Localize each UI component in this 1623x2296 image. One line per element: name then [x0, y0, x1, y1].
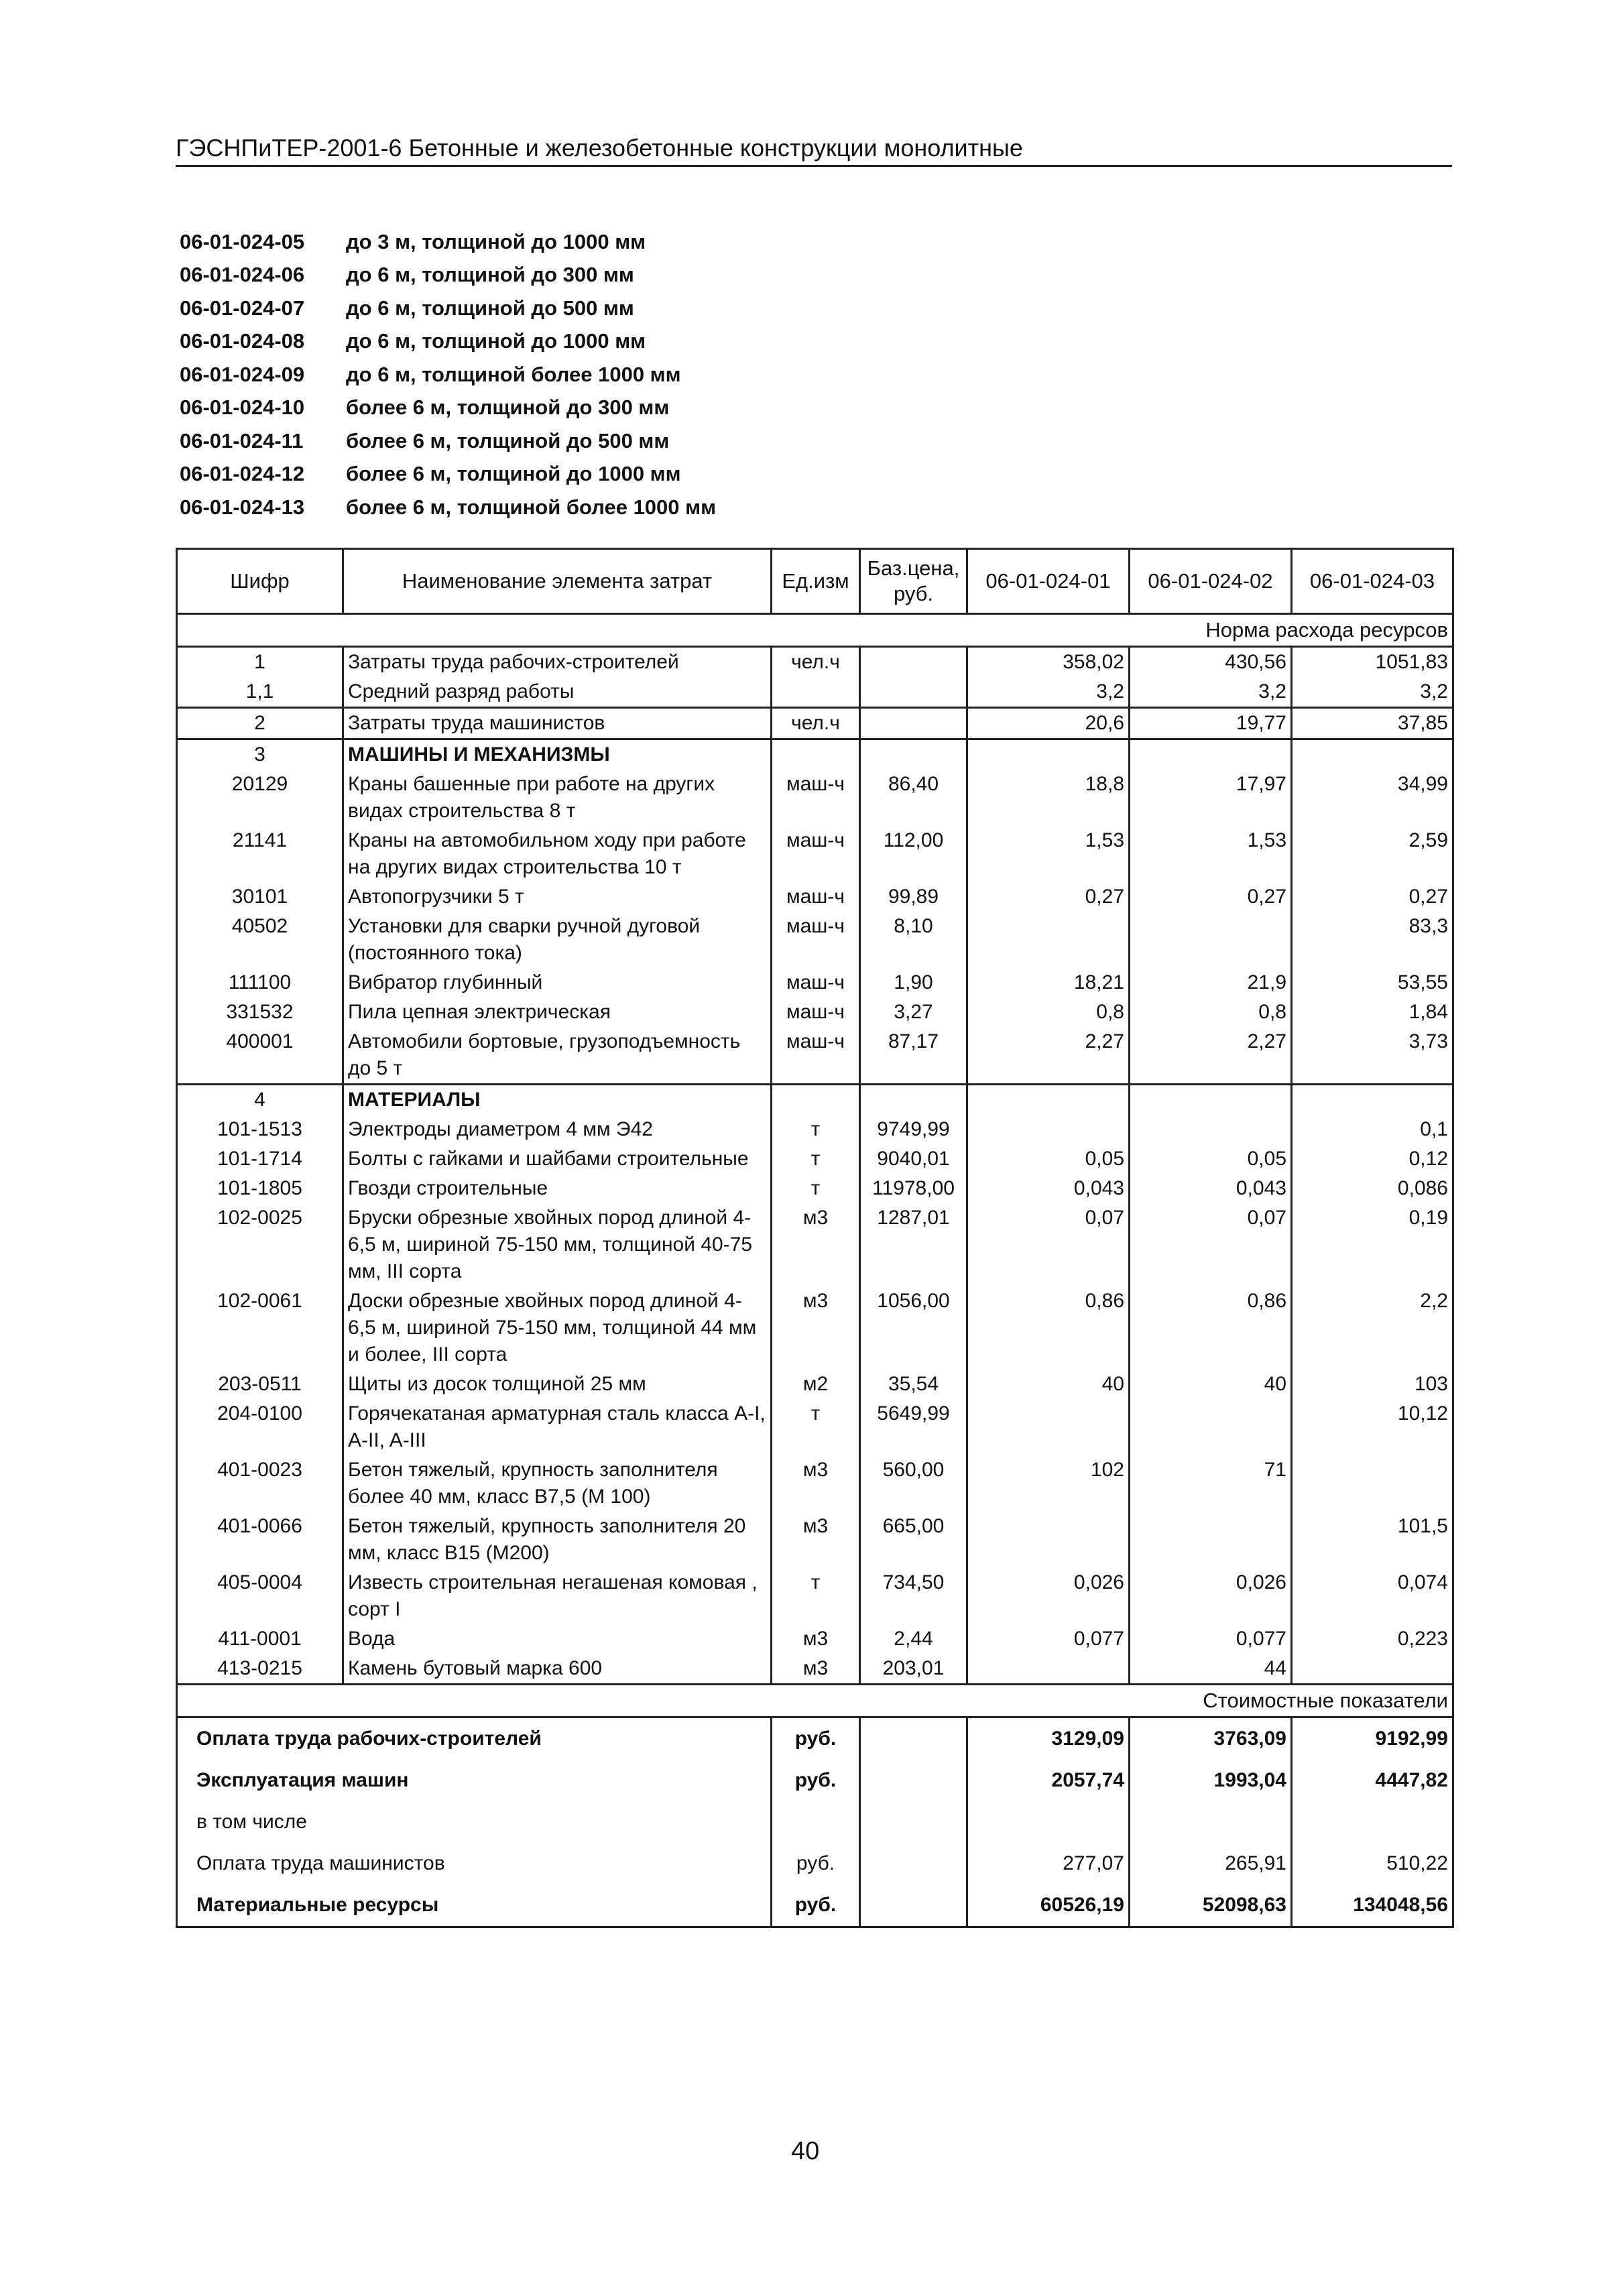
cell-code: 3: [177, 739, 343, 770]
cell-value-02: 0,27: [1130, 882, 1292, 912]
totals-price: [860, 1843, 967, 1884]
intro-item: [180, 391, 984, 425]
cell-price: 203,01: [860, 1654, 967, 1685]
cell-value-03: 3,73: [1292, 1027, 1453, 1085]
table-row: [177, 912, 1453, 968]
cell-code: 411-0001: [177, 1624, 343, 1654]
cell-value-03: 0,12: [1292, 1144, 1453, 1174]
cell-value-01: 1,53: [967, 826, 1130, 882]
cost-band-label: Стоимостные показатели: [177, 1685, 1453, 1717]
cell-name: Бетон тяжелый, крупность заполнителя более 40 мм, класс В7,5 (М 100): [343, 1455, 772, 1512]
cell-price: 35,54: [860, 1370, 967, 1399]
cell-unit: т: [772, 1144, 860, 1174]
intro-desc: до 6 м, толщиной до 300 мм: [346, 263, 634, 287]
page-header: ГЭСНПиТЕР-2001-6 Бетонные и железобетонные конструкции монолитные: [176, 134, 1452, 167]
intro-code: 06-01-024-10: [180, 396, 305, 420]
intro-desc: до 3 м, толщиной до 1000 мм: [346, 229, 646, 253]
intro-item: [180, 325, 984, 359]
cell-price: [860, 708, 967, 739]
cell-name: Пила цепная электрическая: [343, 998, 772, 1027]
cell-unit: м3: [772, 1286, 860, 1370]
header-col-03: 06-01-024-03: [1292, 549, 1453, 614]
cell-code: 1: [177, 647, 343, 678]
totals-price: [860, 1760, 967, 1801]
cell-unit: м3: [772, 1455, 860, 1512]
cell-code: 413-0215: [177, 1654, 343, 1685]
totals-value-02: 1993,04: [1130, 1760, 1292, 1801]
table-row: [177, 1144, 1453, 1174]
cell-price: 9749,99: [860, 1115, 967, 1144]
totals-value-03: 9192,99: [1292, 1717, 1453, 1760]
cell-code: 4: [177, 1085, 343, 1115]
cell-code: 1,1: [177, 677, 343, 708]
table-row: [177, 1624, 1453, 1654]
cell-code: 20129: [177, 770, 343, 826]
intro-desc: более 6 м, толщиной до 500 мм: [346, 428, 670, 452]
totals-value-01: [967, 1801, 1130, 1843]
table-row: [177, 1115, 1453, 1144]
cell-value-03: [1292, 1654, 1453, 1685]
cell-value-01: 102: [967, 1455, 1130, 1512]
cell-value-03: 101,5: [1292, 1512, 1453, 1568]
cell-price: 9040,01: [860, 1144, 967, 1174]
cell-name: Вода: [343, 1624, 772, 1654]
page-number: 40: [791, 2137, 820, 2165]
cell-value-03: 0,086: [1292, 1174, 1453, 1203]
table-row: [177, 968, 1453, 998]
cell-unit: м3: [772, 1654, 860, 1685]
intro-item: [180, 225, 984, 259]
totals-value-03: 134048,56: [1292, 1884, 1453, 1927]
cell-value-03: 2,59: [1292, 826, 1453, 882]
cell-value-02: [1130, 1512, 1292, 1568]
cell-value-03: 1051,83: [1292, 647, 1453, 678]
totals-label: Оплата труда машинистов: [177, 1843, 772, 1884]
totals-row: [177, 1801, 1453, 1843]
cell-value-03: 103: [1292, 1370, 1453, 1399]
table-row: [177, 1512, 1453, 1568]
cell-value-01: [967, 1085, 1130, 1115]
cell-unit: маш-ч: [772, 912, 860, 968]
intro-desc: до 6 м, толщиной до 1000 мм: [346, 329, 646, 353]
cell-code: 203-0511: [177, 1370, 343, 1399]
totals-unit: руб.: [772, 1884, 860, 1927]
cell-price: 2,44: [860, 1624, 967, 1654]
intro-code: 06-01-024-07: [180, 296, 305, 320]
cell-unit: м2: [772, 1370, 860, 1399]
cell-code: 401-0023: [177, 1455, 343, 1512]
table-header-row: [177, 549, 1453, 614]
totals-value-01: 3129,09: [967, 1717, 1130, 1760]
cell-value-01: 0,27: [967, 882, 1130, 912]
cell-value-03: [1292, 1085, 1453, 1115]
cell-value-03: [1292, 1455, 1453, 1512]
cell-unit: т: [772, 1568, 860, 1624]
cell-value-01: [967, 1399, 1130, 1455]
cell-price: 734,50: [860, 1568, 967, 1624]
cost-band-row: [177, 1685, 1453, 1717]
cell-value-01: 0,043: [967, 1174, 1130, 1203]
cell-price: 560,00: [860, 1455, 967, 1512]
totals-unit: руб.: [772, 1717, 860, 1760]
cell-price: 3,27: [860, 998, 967, 1027]
cell-price: 1,90: [860, 968, 967, 998]
cell-code: 101-1513: [177, 1115, 343, 1144]
cell-unit: чел.ч: [772, 708, 860, 739]
totals-label: Оплата труда рабочих-строителей: [177, 1717, 772, 1760]
cell-code: 102-0061: [177, 1286, 343, 1370]
cell-value-01: [967, 1512, 1130, 1568]
table-row: [177, 1399, 1453, 1455]
cell-name: МАШИНЫ И МЕХАНИЗМЫ: [343, 739, 772, 770]
cell-value-03: 0,074: [1292, 1568, 1453, 1624]
cell-unit: маш-ч: [772, 882, 860, 912]
table-row: [177, 647, 1453, 678]
cell-code: 331532: [177, 998, 343, 1027]
table-row: [177, 1370, 1453, 1399]
intro-code: 06-01-024-09: [180, 362, 305, 386]
cell-value-03: 53,55: [1292, 968, 1453, 998]
table-row: [177, 1027, 1453, 1085]
cell-unit: маш-ч: [772, 826, 860, 882]
cell-code: 111100: [177, 968, 343, 998]
cell-value-01: [967, 739, 1130, 770]
totals-value-01: 2057,74: [967, 1760, 1130, 1801]
cell-value-02: 0,86: [1130, 1286, 1292, 1370]
cell-value-02: 0,077: [1130, 1624, 1292, 1654]
totals-price: [860, 1884, 967, 1927]
cell-value-01: 40: [967, 1370, 1130, 1399]
header-col-01: 06-01-024-01: [967, 549, 1130, 614]
cell-value-03: 3,2: [1292, 677, 1453, 708]
totals-row: [177, 1884, 1453, 1927]
cell-value-02: 44: [1130, 1654, 1292, 1685]
cell-value-01: 20,6: [967, 708, 1130, 739]
cell-price: 99,89: [860, 882, 967, 912]
cell-value-01: 18,21: [967, 968, 1130, 998]
cell-value-01: [967, 912, 1130, 968]
header-unit: Ед.изм: [772, 549, 860, 614]
totals-price: [860, 1801, 967, 1843]
cell-name: Гвозди строительные: [343, 1174, 772, 1203]
cell-value-01: 0,077: [967, 1624, 1130, 1654]
cell-name: Затраты труда рабочих-строителей: [343, 647, 772, 678]
totals-row: [177, 1760, 1453, 1801]
cell-code: 2: [177, 708, 343, 739]
cell-name: МАТЕРИАЛЫ: [343, 1085, 772, 1115]
intro-code: 06-01-024-05: [180, 229, 305, 253]
intro-item: [180, 259, 984, 292]
cell-unit: [772, 677, 860, 708]
totals-label: Материальные ресурсы: [177, 1884, 772, 1927]
table-row: [177, 998, 1453, 1027]
cell-code: 21141: [177, 826, 343, 882]
totals-value-03: 510,22: [1292, 1843, 1453, 1884]
table-row: [177, 1203, 1453, 1286]
header-name: Наименование элемента затрат: [343, 549, 772, 614]
cell-value-01: 0,86: [967, 1286, 1130, 1370]
cell-code: 102-0025: [177, 1203, 343, 1286]
intro-desc: более 6 м, толщиной более 1000 мм: [346, 495, 717, 519]
cell-value-03: 34,99: [1292, 770, 1453, 826]
header-price: Баз.цена, руб.: [860, 549, 967, 614]
cell-price: 665,00: [860, 1512, 967, 1568]
intro-code: 06-01-024-06: [180, 263, 305, 287]
cell-value-02: 19,77: [1130, 708, 1292, 739]
cell-value-03: 0,27: [1292, 882, 1453, 912]
cell-price: 1287,01: [860, 1203, 967, 1286]
table-row: [177, 1455, 1453, 1512]
cell-value-03: [1292, 739, 1453, 770]
cell-price: [860, 1085, 967, 1115]
cell-price: 8,10: [860, 912, 967, 968]
totals-value-02: [1130, 1801, 1292, 1843]
resource-table: [176, 548, 1454, 1928]
cell-name: Средний разряд работы: [343, 677, 772, 708]
table-row: [177, 1085, 1453, 1115]
cell-value-01: 3,2: [967, 677, 1130, 708]
cell-value-01: 18,8: [967, 770, 1130, 826]
table-row: [177, 882, 1453, 912]
cell-price: 1056,00: [860, 1286, 967, 1370]
cell-name: Автопогрузчики 5 т: [343, 882, 772, 912]
cell-code: 101-1805: [177, 1174, 343, 1203]
totals-price: [860, 1717, 967, 1760]
table-row: [177, 708, 1453, 739]
totals-value-02: 52098,63: [1130, 1884, 1292, 1927]
cell-code: 204-0100: [177, 1399, 343, 1455]
intro-code-list: [180, 225, 984, 524]
cell-code: 101-1714: [177, 1144, 343, 1174]
cell-value-01: 0,8: [967, 998, 1130, 1027]
cell-name: Краны на автомобильном ходу при работе на других видах строительства 10 т: [343, 826, 772, 882]
table-row: [177, 677, 1453, 708]
cell-value-02: [1130, 1399, 1292, 1455]
cell-value-02: [1130, 1085, 1292, 1115]
cell-value-02: [1130, 739, 1292, 770]
intro-code: 06-01-024-11: [180, 428, 304, 452]
intro-desc: более 6 м, толщиной до 300 мм: [346, 396, 670, 420]
cell-code: 401-0066: [177, 1512, 343, 1568]
cell-name: Камень бутовый марка 600: [343, 1654, 772, 1685]
totals-label: в том числе: [177, 1801, 772, 1843]
cell-unit: т: [772, 1174, 860, 1203]
cell-value-02: 17,97: [1130, 770, 1292, 826]
table-row: [177, 739, 1453, 770]
intro-item: [180, 358, 984, 391]
norm-band-row: [177, 614, 1453, 647]
cell-value-02: 0,8: [1130, 998, 1292, 1027]
header-col-02: 06-01-024-02: [1130, 549, 1292, 614]
cell-name: Горячекатаная арматурная сталь класса A-I, A-II, A-III: [343, 1399, 772, 1455]
cell-value-02: [1130, 912, 1292, 968]
cell-value-02: 21,9: [1130, 968, 1292, 998]
header-code: Шифр: [177, 549, 343, 614]
cell-value-01: 0,07: [967, 1203, 1130, 1286]
intro-item: [180, 458, 984, 491]
cell-code: 405-0004: [177, 1568, 343, 1624]
cell-value-02: 40: [1130, 1370, 1292, 1399]
totals-value-03: 4447,82: [1292, 1760, 1453, 1801]
cell-value-02: 2,27: [1130, 1027, 1292, 1085]
cell-value-02: 0,026: [1130, 1568, 1292, 1624]
cell-price: 112,00: [860, 826, 967, 882]
cell-value-01: 2,27: [967, 1027, 1130, 1085]
cell-price: [860, 647, 967, 678]
cell-unit: м3: [772, 1624, 860, 1654]
cell-value-03: 37,85: [1292, 708, 1453, 739]
norm-band-label: Норма расхода ресурсов: [177, 614, 1453, 647]
intro-code: 06-01-024-12: [180, 462, 305, 486]
cell-name: Известь строительная негашеная комовая , сорт I: [343, 1568, 772, 1624]
cell-unit: [772, 1085, 860, 1115]
cell-value-02: [1130, 1115, 1292, 1144]
cell-value-03: 83,3: [1292, 912, 1453, 968]
table-row: [177, 770, 1453, 826]
table-row: [177, 1174, 1453, 1203]
cell-value-02: 0,043: [1130, 1174, 1292, 1203]
intro-item: [180, 292, 984, 325]
cell-unit: маш-ч: [772, 770, 860, 826]
cell-value-01: 358,02: [967, 647, 1130, 678]
cell-value-02: 0,07: [1130, 1203, 1292, 1286]
totals-value-03: [1292, 1801, 1453, 1843]
cell-code: 30101: [177, 882, 343, 912]
cell-unit: м3: [772, 1512, 860, 1568]
table-row: [177, 1568, 1453, 1624]
totals-value-01: 277,07: [967, 1843, 1130, 1884]
cell-name: Бетон тяжелый, крупность заполнителя 20 мм, класс В15 (М200): [343, 1512, 772, 1568]
cell-unit: м3: [772, 1203, 860, 1286]
cell-name: Затраты труда машинистов: [343, 708, 772, 739]
cell-name: Краны башенные при работе на других видах строительства 8 т: [343, 770, 772, 826]
cell-value-01: 0,026: [967, 1568, 1130, 1624]
cell-value-03: 2,2: [1292, 1286, 1453, 1370]
intro-item: [180, 424, 984, 458]
cell-unit: чел.ч: [772, 647, 860, 678]
totals-value-01: 60526,19: [967, 1884, 1130, 1927]
cell-value-01: [967, 1654, 1130, 1685]
cell-value-02: 430,56: [1130, 647, 1292, 678]
intro-desc: до 6 м, толщиной до 500 мм: [346, 296, 634, 320]
table-row: [177, 1654, 1453, 1685]
cell-unit: т: [772, 1399, 860, 1455]
cell-unit: т: [772, 1115, 860, 1144]
cell-value-02: 1,53: [1130, 826, 1292, 882]
cell-value-03: 0,1: [1292, 1115, 1453, 1144]
cell-name: Электроды диаметром 4 мм Э42: [343, 1115, 772, 1144]
cell-value-03: 10,12: [1292, 1399, 1453, 1455]
cell-code: 40502: [177, 912, 343, 968]
cell-value-02: 3,2: [1130, 677, 1292, 708]
intro-desc: до 6 м, толщиной более 1000 мм: [346, 362, 681, 386]
cell-price: 5649,99: [860, 1399, 967, 1455]
totals-value-02: 265,91: [1130, 1843, 1292, 1884]
cell-name: Автомобили бортовые, грузоподъемность до 5 т: [343, 1027, 772, 1085]
cell-name: Установки для сварки ручной дуговой (постоянного тока): [343, 912, 772, 968]
cell-value-03: 1,84: [1292, 998, 1453, 1027]
cell-value-02: 71: [1130, 1455, 1292, 1512]
intro-desc: более 6 м, толщиной до 1000 мм: [346, 462, 681, 486]
table-row: [177, 826, 1453, 882]
totals-row: [177, 1717, 1453, 1760]
cell-price: [860, 739, 967, 770]
cell-name: Вибратор глубинный: [343, 968, 772, 998]
cell-unit: маш-ч: [772, 968, 860, 998]
cell-price: 86,40: [860, 770, 967, 826]
totals-label: Эксплуатация машин: [177, 1760, 772, 1801]
totals-unit: руб.: [772, 1760, 860, 1801]
cell-name: Щиты из досок толщиной 25 мм: [343, 1370, 772, 1399]
cell-code: 400001: [177, 1027, 343, 1085]
cell-name: Болты с гайками и шайбами строительные: [343, 1144, 772, 1174]
intro-code: 06-01-024-13: [180, 495, 305, 519]
cell-value-01: [967, 1115, 1130, 1144]
intro-code: 06-01-024-08: [180, 329, 305, 353]
table-row: [177, 1286, 1453, 1370]
cell-value-02: 0,05: [1130, 1144, 1292, 1174]
totals-unit: руб.: [772, 1843, 860, 1884]
cell-unit: [772, 739, 860, 770]
cell-name: Бруски обрезные хвойных пород длиной 4-6,5 м, шириной 75-150 мм, толщиной 40-75 мм, III сорта: [343, 1203, 772, 1286]
cell-name: Доски обрезные хвойных пород длиной 4-6,5 м, шириной 75-150 мм, толщиной 44 мм и более, III сорта: [343, 1286, 772, 1370]
cell-value-03: 0,19: [1292, 1203, 1453, 1286]
totals-unit: [772, 1801, 860, 1843]
intro-item: [180, 491, 984, 524]
cell-unit: маш-ч: [772, 998, 860, 1027]
cell-value-03: 0,223: [1292, 1624, 1453, 1654]
cell-unit: маш-ч: [772, 1027, 860, 1085]
totals-row: [177, 1843, 1453, 1884]
cell-price: [860, 677, 967, 708]
cell-price: 11978,00: [860, 1174, 967, 1203]
cell-value-01: 0,05: [967, 1144, 1130, 1174]
cell-price: 87,17: [860, 1027, 967, 1085]
totals-value-02: 3763,09: [1130, 1717, 1292, 1760]
